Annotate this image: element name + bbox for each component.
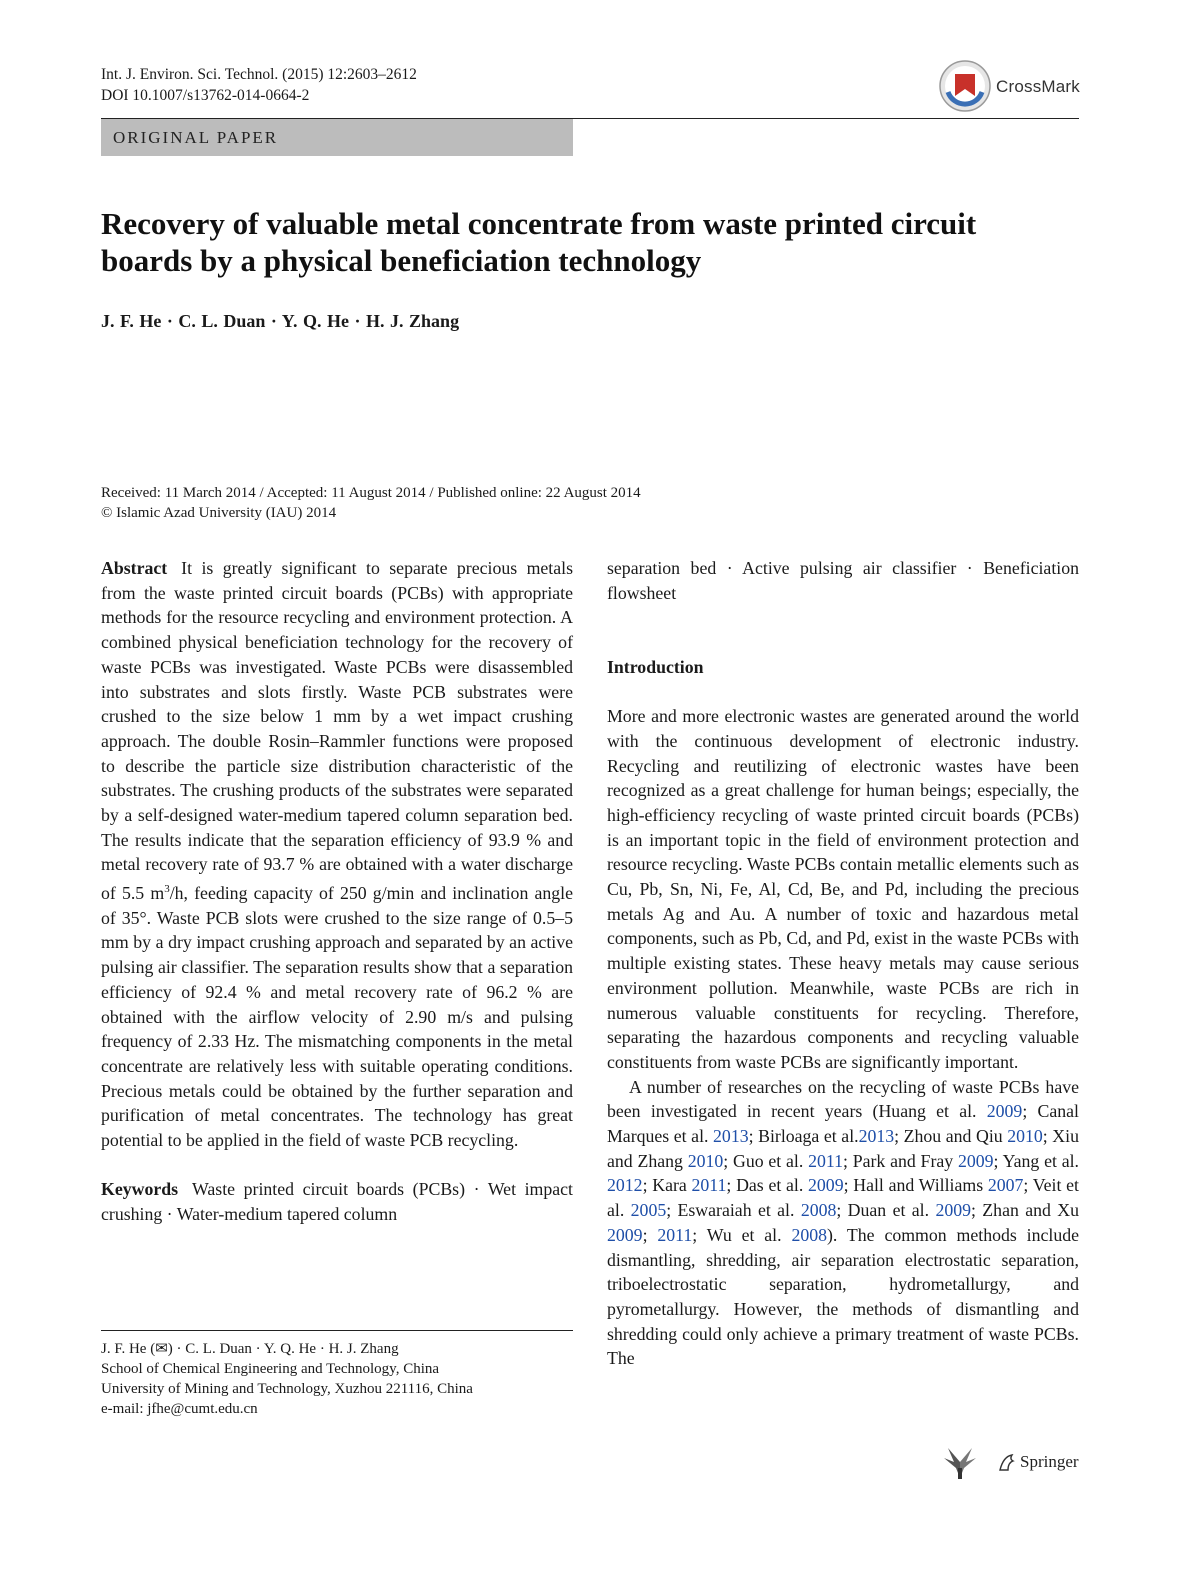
footnote-affiliation-2: University of Mining and Technology, Xuzhou 221116, China (101, 1381, 473, 1397)
citation-link[interactable]: 2013 (858, 1126, 895, 1147)
journal-citation (101, 64, 417, 106)
keywords-text: Waste printed circuit boards (PCBs) · Wet impact crushing · Water-medium tapered column (101, 1178, 573, 1224)
article-type-label: ORIGINAL PAPER (113, 128, 279, 147)
author-affiliation-footnote (101, 1339, 573, 1419)
abstract-heading: Abstract (101, 558, 168, 578)
crossmark-badge[interactable] (938, 58, 1083, 114)
citation-link[interactable]: 2013 (713, 1126, 749, 1147)
citation-link[interactable]: 2009 (986, 1101, 1023, 1122)
paragraph-text: ; Park and Fray (842, 1150, 958, 1171)
footnote-affiliation-1: School of Chemical Engineering and Technology, China (101, 1361, 440, 1377)
footnote-rule (101, 1330, 573, 1331)
abstract-text-part2: /h, feeding capacity of 250 g/min and inclination angle of 35°. Waste PCB slots were crushed to the size range of 0.5–5 mm by a dry impact crushing approach and separated by an active pulsing air classifier. The separation results show that a separation efficiency of 92.4 % and metal recovery rate of 96.2 % are obtained with the airflow velocity of 2.90 m/s and pulsing frequency of 2.33 Hz. The mismatching components in the metal concentrate are relatively less with suitable operating conditions. Precious metals could be obtained by the further separation and purification of metal concentrates. The technology has great potential to be applied in the field of waste PCB recycling. (101, 883, 574, 1151)
paragraph-text: ; Guo et al. (723, 1150, 809, 1171)
paragraph-text: ; Kara (642, 1175, 692, 1196)
paragraph-text: ; (642, 1224, 658, 1245)
citation-link[interactable]: 2011 (808, 1150, 843, 1171)
author-list: J. F. He · C. L. Duan · Y. Q. He · H. J. Zhang (101, 311, 460, 331)
citation-link[interactable]: 2012 (607, 1175, 643, 1196)
footnote-authors: J. F. He (✉) · C. L. Duan · Y. Q. He · H. J. Zhang (101, 1341, 399, 1357)
introduction-paragraph-1: More and more electronic wastes are generated around the world with the continuous development of electronic industry. Recycling and reutilizing of electronic wastes have been recognized as a great challenge for human beings; especially, the high-efficiency recycling of waste printed circuit boards (PCBs) is an important topic in the field of environment protection and resource recycling. Waste PCBs contain metallic elements such as Cu, Pb, Sn, Ni, Fe, Al, Cd, Be, and Pd, including the precious metals Ag and Au. A number of toxic and hazardous metal components, such as Pb, Cd, and Pd, exist in the waste PCBs with multiple existing states. These heavy metals may cause serious environment pollution. Meanwhile, waste PCBs are rich in numerous valuable constituents for recycling. Therefore, separating the hazardous components and recycling valuable constituents from waste PCBs are significantly important. (607, 706, 1079, 1072)
paragraph-text: ; Yang et al. (993, 1150, 1079, 1171)
publication-history (101, 483, 641, 523)
citation-link[interactable]: 2010 (687, 1150, 724, 1171)
springer-label: Springer (1020, 1452, 1079, 1471)
paragraph-text: ; Zhan and Xu (971, 1200, 1079, 1221)
paragraph-text: ). The common methods include dismantling, shredding, air separation electrostatic separation, triboelectrostatic separation, hydrometallurgy, and pyrometallurgy. However, the methods of dismantling and shredding could only achieve a primary treatment of waste PCBs. The (607, 1224, 1079, 1369)
citation-link[interactable]: 2005 (630, 1200, 667, 1221)
citation-link[interactable]: 2008 (800, 1200, 837, 1221)
paragraph-text: ; Eswaraiah et al. (666, 1200, 801, 1221)
paragraph-text: ; Birloaga et al. (748, 1126, 859, 1147)
citation-link[interactable]: 2008 (791, 1224, 828, 1245)
paragraph-text: ; Canal Marques et al. (607, 1101, 1079, 1147)
springer-tree-icon (942, 1442, 978, 1480)
abstract (101, 556, 573, 1153)
journal-reference: Int. J. Environ. Sci. Technol. (2015) 12:2603–2612 (101, 66, 417, 83)
left-column (101, 556, 573, 1226)
paragraph-text: ; Veit et al. (607, 1175, 1079, 1221)
superscript: 3 (164, 883, 170, 896)
keywords (101, 1177, 573, 1226)
citation-link[interactable]: 2007 (987, 1175, 1024, 1196)
dates-line: Received: 11 March 2014 / Accepted: 11 August 2014 / Published online: 22 August 2014 (101, 485, 641, 501)
introduction-paragraph-2 (607, 1075, 1079, 1371)
footnote-email[interactable]: e-mail: jfhe@cumt.edu.cn (101, 1401, 258, 1417)
abstract-text-part1: It is greatly significant to separate precious metals from the waste printed circuit boards (PCBs) with appropriate methods for the resource recycling and environment protection. A combined physical beneficiation technology for the recovery of waste PCBs was investigated. Waste PCBs were disassembled into substrates and slots firstly. Waste PCB substrates were crushed to the size below 1 mm by a wet impact crushing approach. The double Rosin–Rammler functions were proposed to describe the particle size distribution characteristic of the substrates. The crushing products of the substrates were separated by a self-designed water-medium tapered column separation bed. The results indicate that the separation efficiency of 93.9 % and metal recovery rate of 93.7 % are obtained with a water discharge of 5.5 m (101, 558, 573, 904)
publisher-logo (942, 1442, 1082, 1482)
citation-link[interactable]: 2011 (657, 1224, 693, 1245)
crossmark-icon (938, 58, 994, 114)
paragraph-text: ; Hall and Williams (843, 1175, 988, 1196)
paragraph-text: ; Zhou and Qiu (894, 1126, 1008, 1147)
paper-title: Recovery of valuable metal concentrate from waste printed circuit boards by a physical beneficiation technology (101, 206, 977, 278)
citation-link[interactable]: 2009 (607, 1224, 643, 1245)
citation-link[interactable]: 2010 (1007, 1126, 1043, 1147)
copyright-line: © Islamic Azad University (IAU) 2014 (101, 505, 337, 521)
citation-link[interactable]: 2009 (808, 1175, 844, 1196)
paragraph-text: ; Xiu and Zhang (607, 1126, 1079, 1171)
citation-link[interactable]: 2011 (691, 1175, 727, 1196)
paragraph-text: ; Duan et al. (836, 1200, 936, 1221)
citation-link[interactable]: 2009 (957, 1150, 994, 1171)
keywords-heading: Keywords (101, 1178, 179, 1199)
doi[interactable]: DOI 10.1007/s13762-014-0664-2 (101, 87, 310, 104)
citation-link[interactable]: 2009 (935, 1200, 971, 1221)
paragraph-text: ; Wu et al. (692, 1224, 792, 1245)
springer-horse-icon (996, 1452, 1018, 1474)
article-type-banner (101, 119, 573, 156)
paragraph-text: ; Das et al. (726, 1175, 809, 1196)
paragraph-text: A number of researches on the recycling of waste PCBs have been investigated in recent years (Huang et al. (607, 1076, 1079, 1122)
introduction-heading: Introduction (607, 657, 704, 678)
keywords-continued: separation bed · Active pulsing air classifier · Beneficiation flowsheet (607, 558, 1079, 603)
crossmark-label: CrossMark (996, 77, 1080, 96)
right-column (607, 556, 1079, 1371)
